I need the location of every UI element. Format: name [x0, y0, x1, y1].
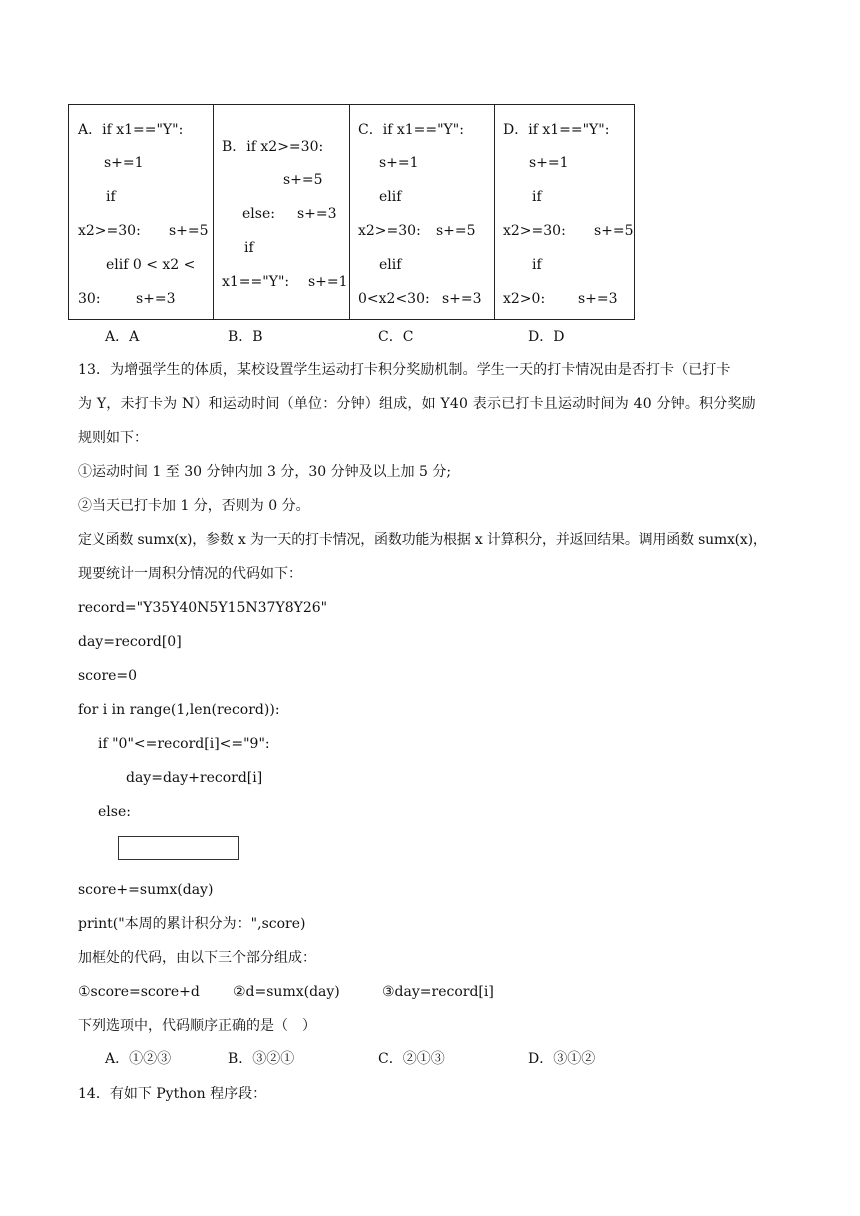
code-line: day=record[0]: [78, 634, 182, 650]
code-line: x1=="Y":: [222, 274, 290, 290]
q13-stem-line: 定义函数 sumx(x)，参数 x 为一天的打卡情况，函数功能为根据 x 计算积分，并返回结果。调用函数 sumx(x)，: [78, 532, 767, 548]
code-line: 0<x2<30:: [358, 291, 430, 307]
code-line: else:: [98, 804, 131, 820]
code-line: x2>=30:: [503, 223, 566, 239]
option-cell-d: [495, 105, 635, 320]
code-line: if "0"<=record[i]<="9":: [98, 736, 270, 752]
code-line: if: [532, 257, 542, 273]
code-line: 30:: [78, 291, 101, 307]
code-line: elif: [379, 189, 402, 205]
code-line: s+=3: [297, 206, 337, 222]
code-line: s+=1: [379, 155, 419, 171]
q13-choice-a: A．①②③: [105, 1051, 172, 1067]
code-line: score+=sumx(day): [78, 882, 214, 898]
option-cell-a: [69, 105, 214, 320]
code-line: B．if x2>=30:: [222, 139, 324, 155]
q13-stem-line: 现要统计一周积分情况的代码如下：: [78, 566, 302, 582]
code-line: s+=1: [308, 274, 348, 290]
q13-stem-line: 为 Y，未打卡为 N）和运动时间（单位：分钟）组成，如 Y40 表示已打卡且运动时间为 40 分钟。积分奖励: [78, 396, 756, 412]
code-line: if: [244, 240, 254, 256]
q13-parts-intro: 加框处的代码，由以下三个部分组成：: [78, 950, 316, 966]
code-line: if: [532, 189, 542, 205]
q12-choice-b: B．B: [228, 329, 263, 345]
q12-choice-a: A．A: [105, 329, 140, 345]
code-line: x2>=30:: [358, 223, 421, 239]
code-line: record="Y35Y40N5Y15N37Y8Y26": [78, 600, 328, 616]
option-cell-c: [350, 105, 495, 320]
code-line: for i in range(1,len(record)):: [78, 702, 280, 718]
q13-rule-2: ②当天已打卡加 1 分，否则为 0 分。: [78, 498, 310, 514]
code-line: s+=1: [529, 155, 569, 171]
q12-choice-c: C．C: [378, 329, 414, 345]
code-line: s+=5: [436, 223, 476, 239]
q13-part-2: ②d=sumx(day): [233, 984, 340, 1000]
q13-choice-d: D．③①②: [528, 1051, 596, 1067]
code-line: elif: [379, 257, 402, 273]
code-line: x2>0:: [503, 291, 546, 307]
code-line: print("本周的累计积分为：",score): [78, 916, 306, 932]
code-line: s+=1: [104, 155, 144, 171]
code-line: score=0: [78, 668, 138, 684]
option-cell-b: [214, 105, 350, 320]
code-line: else:: [242, 206, 275, 222]
q13-stem-line: 13．为增强学生的体质，某校设置学生运动打卡积分奖励机制。学生一天的打卡情况由是否打卡（已打卡: [78, 362, 731, 378]
code-line: day=day+record[i]: [126, 770, 263, 786]
code-line: if: [106, 189, 116, 205]
q13-choice-c: C．②①③: [378, 1051, 445, 1067]
options-table: [68, 104, 635, 320]
code-line: s+=5: [169, 223, 209, 239]
code-line: s+=5: [594, 223, 634, 239]
code-line: elif 0 < x2 <: [106, 257, 196, 273]
code-line: D．if x1=="Y":: [503, 122, 610, 138]
q14-stem: 14．有如下 Python 程序段：: [78, 1086, 267, 1102]
code-line: C．if x1=="Y":: [358, 122, 464, 138]
q13-part-3: ③day=record[i]: [382, 984, 494, 1000]
code-line: s+=3: [136, 291, 176, 307]
q13-question: 下列选项中，代码顺序正确的是（ ）: [78, 1018, 316, 1034]
code-line: s+=3: [578, 291, 618, 307]
q12-choice-d: D．D: [528, 329, 565, 345]
code-line: s+=3: [442, 291, 482, 307]
code-line: s+=5: [283, 172, 323, 188]
code-line: x2>=30:: [78, 223, 141, 239]
code-line: A．if x1=="Y":: [78, 122, 184, 138]
code-blank-box: [118, 836, 239, 860]
q13-choice-b: B．③②①: [228, 1051, 295, 1067]
q13-part-1: ①score=score+d: [78, 984, 200, 1000]
q13-stem-line: 规则如下：: [78, 430, 148, 446]
q13-rule-1: ①运动时间 1 至 30 分钟内加 3 分，30 分钟及以上加 5 分;: [78, 464, 452, 480]
